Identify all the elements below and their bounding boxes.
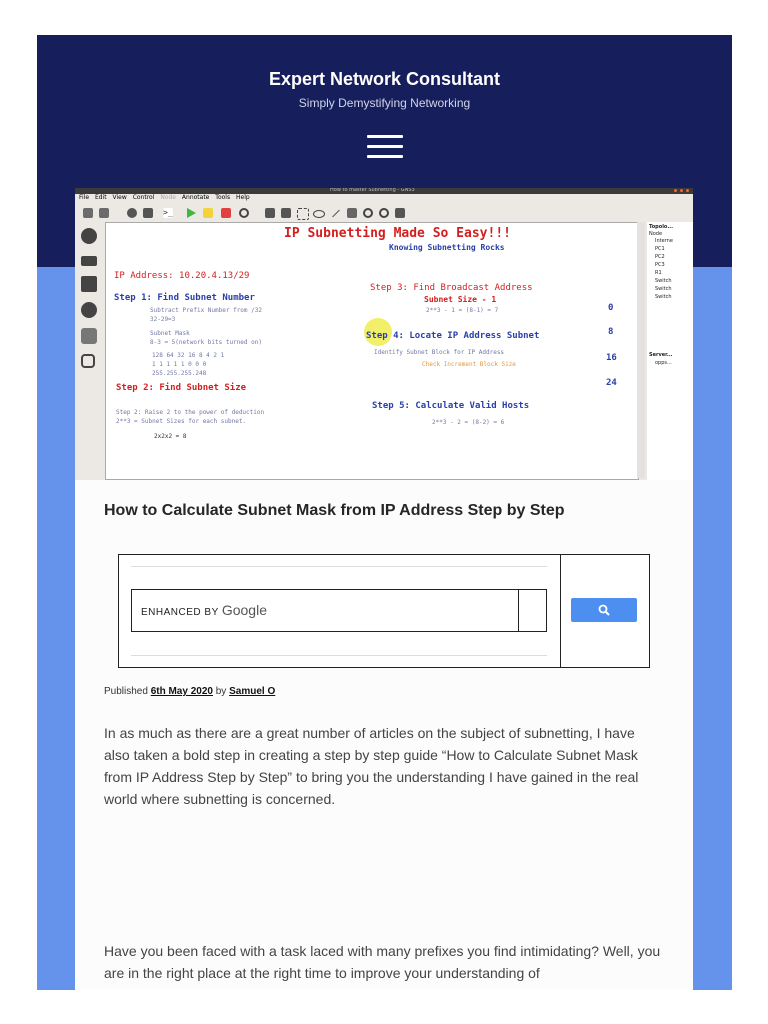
step1-line7: 255.255.255.248: [152, 370, 207, 377]
search-placeholder: [141, 602, 267, 618]
search-button[interactable]: [571, 598, 637, 622]
block-8: 8: [608, 327, 614, 337]
site-description: Simply Demystifying Networking: [298, 96, 471, 110]
folder-icon: [83, 208, 93, 218]
menu-control: Control: [132, 194, 155, 201]
topology-panel: [647, 222, 693, 480]
line-icon: [332, 210, 340, 218]
step5-formula: 2**3 - 2 = (8-2) = 6: [432, 419, 505, 426]
snapshot-icon: [143, 208, 153, 218]
gns3-menubar: [75, 194, 693, 204]
google-search-widget: [118, 554, 650, 668]
lock-icon: [347, 208, 357, 218]
pause-icon: [203, 208, 213, 218]
published-label: Published: [104, 686, 148, 697]
step1-line4: 8-3 = 5(network bits turned on): [150, 339, 262, 346]
google-logo: Google: [221, 602, 267, 618]
step4-title: Step 4: Locate IP Address Subnet: [366, 331, 540, 341]
page-frame: [37, 35, 732, 990]
menu-edit: Edit: [94, 194, 107, 201]
panel-node: Switch: [655, 278, 672, 284]
window-controls-icon: ● ● ●: [673, 188, 689, 194]
post-meta: [104, 686, 275, 697]
topology-canvas: [105, 222, 639, 480]
post-title: How to Calculate Subnet Mask from IP Address Step by Step: [104, 502, 565, 519]
block-16: 16: [606, 353, 617, 363]
step1-line5: 128 64 32 16 8 4 2 1: [152, 352, 225, 359]
console-icon: >_: [163, 208, 173, 217]
all-devices-icon: [81, 328, 97, 344]
panel-node: Switch: [655, 294, 672, 300]
switch-icon: [81, 256, 97, 266]
step5-title: Step 5: Calculate Valid Hosts: [372, 401, 530, 411]
edit-note-icon: [265, 208, 275, 218]
panel-node: Interne: [655, 238, 673, 244]
search-box-divider: [518, 590, 519, 631]
menu-view: View: [112, 194, 127, 201]
panel-header: Topolo...: [649, 224, 674, 230]
ellipse-icon: [313, 210, 325, 218]
zoom-in-icon: [363, 208, 373, 218]
step3-title: Step 3: Find Broadcast Address: [370, 283, 533, 293]
hamburger-menu-icon[interactable]: [367, 135, 403, 159]
camera-icon: [395, 208, 405, 218]
step1-line1: Subtract Prefix Number from /32: [150, 307, 262, 314]
image-icon: [281, 208, 291, 218]
step1-line3: Subnet Mask: [150, 330, 190, 337]
open-folder-icon: [99, 208, 109, 218]
device-sidebar: [75, 222, 105, 480]
step2-line2: 2**3 = Subnet Sizes for each subnet.: [116, 418, 247, 425]
step4-check: Check Increment Block Size: [422, 361, 516, 368]
menu-file: File: [79, 194, 90, 201]
featured-image: [75, 188, 693, 480]
canvas-subheading: Knowing Subnetting Rocks: [389, 243, 505, 252]
block-24: 24: [606, 378, 617, 388]
window-title: How to master Subnetting - GNS3: [330, 188, 415, 193]
panel-node: PC3: [655, 262, 665, 268]
canvas-heading: IP Subnetting Made So Easy!!!: [284, 226, 511, 241]
panel-servers-label: Server...: [649, 352, 673, 358]
post-date-link[interactable]: 6th May 2020: [150, 686, 213, 697]
zoom-out-icon: [379, 208, 389, 218]
panel-node-label: Node: [649, 231, 663, 237]
panel-node: PC2: [655, 254, 665, 260]
post-paragraph-2: Have you been faced with a task laced with many prefixes you find intimidating? Well, you are in the right place at the right time to improve your understanding of: [104, 943, 661, 981]
article: [75, 188, 693, 990]
step1-line2: 32-29=3: [150, 316, 176, 323]
menu-help: Help: [236, 194, 250, 201]
gns3-toolbar: [75, 205, 693, 222]
panel-server: opps...: [655, 360, 672, 366]
step3-subtitle: Subnet Size - 1: [424, 295, 497, 304]
canvas-scrollbar: [637, 222, 645, 478]
cable-icon: [81, 354, 95, 368]
step4-line1: Identify Subnet Block for IP Address: [374, 349, 505, 356]
step1-title: Step 1: Find Subnet Number: [114, 293, 255, 303]
enhanced-by-label: ENHANCED BY: [141, 607, 219, 618]
step2-line1: Step 2: Raise 2 to the power of deduction: [116, 409, 265, 416]
search-input[interactable]: [131, 589, 547, 632]
step2-line3: 2x2x2 = 8: [154, 433, 187, 440]
by-label: by: [215, 686, 227, 697]
step3-formula: 2**3 - 1 = (8-1) = 7: [426, 307, 499, 314]
step2-title: Step 2: Find Subnet Size: [116, 383, 247, 393]
play-icon: [187, 208, 196, 218]
post-paragraph-1: In as much as there are a great number of articles on the subject of subnetting, I have also taken a bold step in creating a step by step guide “How to Calculate Subnet Mask from IP Address Step by Step” to bring you the understanding I have gained in the real world where subnetting is concerned.: [104, 725, 639, 807]
magnifier-icon: [598, 604, 610, 616]
reload-icon: [239, 208, 249, 218]
site-title[interactable]: Expert Network Consultant: [268, 69, 501, 89]
menu-annotate: Annotate: [181, 194, 210, 201]
rectangle-icon: [297, 208, 309, 220]
menu-node: Node: [160, 194, 176, 201]
step1-line6: 1 1 1 1 1 0 0 0: [152, 361, 207, 368]
author-link[interactable]: Samuel O: [229, 686, 276, 697]
ip-address-label: IP Address: 10.20.4.13/29: [114, 271, 250, 281]
security-device-icon: [81, 302, 97, 318]
router-icon: [81, 228, 97, 244]
panel-node: PC1: [655, 246, 665, 252]
stop-icon: [221, 208, 231, 218]
menu-tools: Tools: [215, 194, 231, 201]
end-device-icon: [81, 276, 97, 292]
search-divider: [560, 555, 561, 667]
panel-node: R1: [655, 270, 662, 276]
block-0: 0: [608, 303, 614, 313]
panel-node: Switch: [655, 286, 672, 292]
clock-icon: [127, 208, 137, 218]
